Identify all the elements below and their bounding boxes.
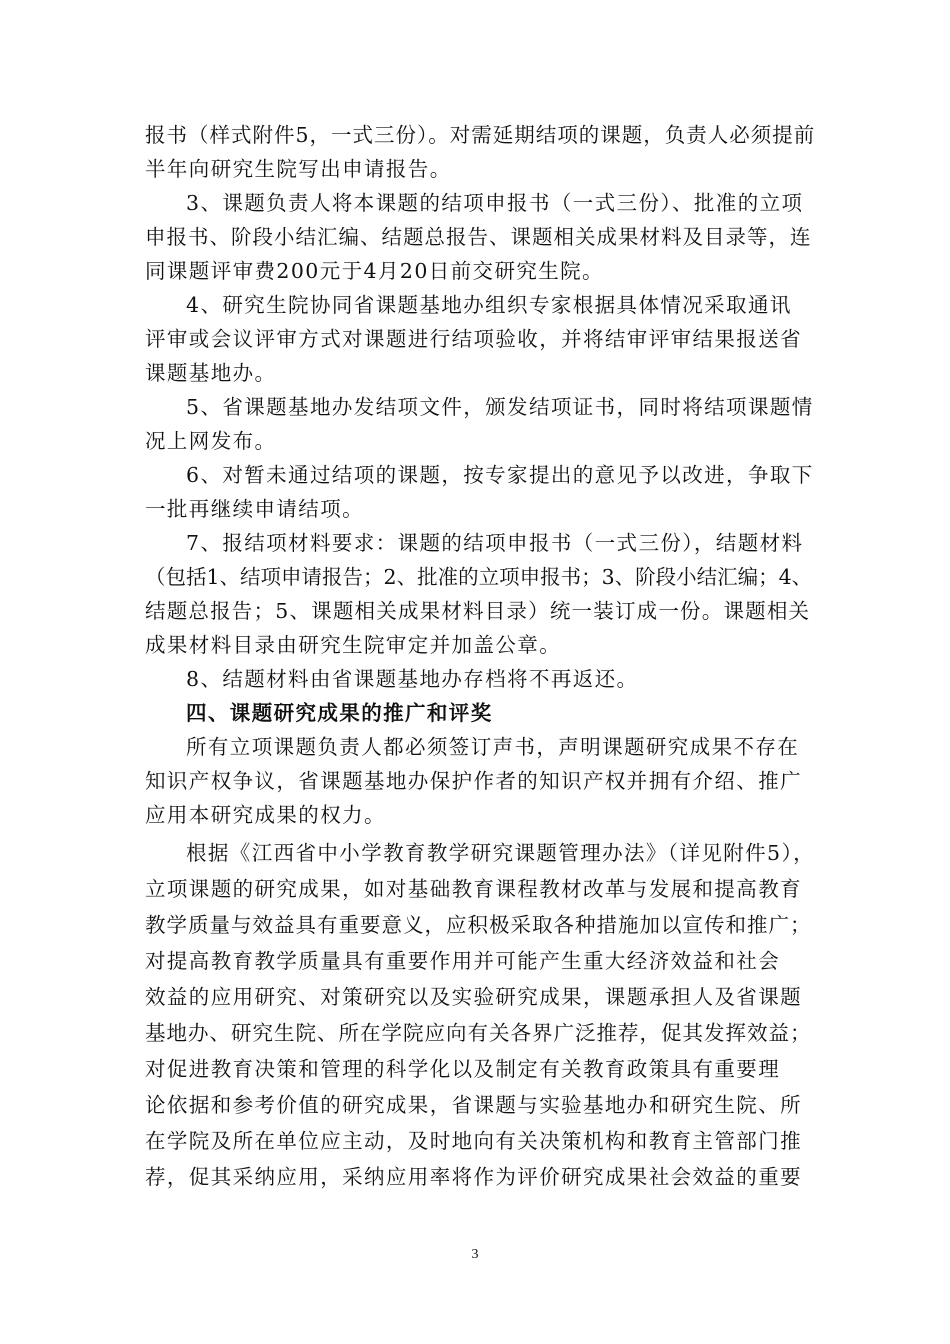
text-line: 效益的应用研究、对策研究以及实验研究成果，课题承担人及省课题 xyxy=(145,985,802,1009)
text-line: 评审或会议评审方式对课题进行结项验收，并将结审评审结果报送省 xyxy=(145,327,802,351)
text-line: 况上网发布。 xyxy=(145,429,277,453)
text-line: 知识产权争议，省课题基地办保护作者的知识产权并拥有介绍、推广 xyxy=(145,769,802,793)
text-line: 5、省课题基地办发结项文件，颁发结项证书，同时将结项课题情 xyxy=(186,395,814,419)
text-line: 申报书、阶段小结汇编、结题总报告、课题相关成果材料及目录等，连 xyxy=(145,225,812,249)
text-line: 同课题评审费200元于4月20日前交研究生院。 xyxy=(145,259,604,283)
text-line: 成果材料目录由研究生院审定并加盖公章。 xyxy=(145,633,562,657)
text-line: 根据《江西省中小学教育教学研究课题管理办法》（详见附件5）， xyxy=(186,841,816,865)
text-line: 教学质量与效益具有重要意义，应积极采取各种措施加以宣传和推广； xyxy=(145,913,812,937)
text-line: 报书（样式附件5，一式三份）。对需延期结项的课题，负责人必须提前 xyxy=(145,123,816,147)
text-line: 应用本研究成果的权力。 xyxy=(145,803,386,827)
text-line: 6、对暂未通过结项的课题，按专家提出的意见予以改进，争取下 xyxy=(186,463,814,487)
text-line: 7、报结项材料要求：课题的结项申报书（一式三份），结题材料 xyxy=(186,531,804,555)
text-line: 8、结题材料由省课题基地办存档将不再返还。 xyxy=(186,667,639,691)
text-line: 对促进教育决策和管理的科学化以及制定有关教育政策具有重要理 xyxy=(145,1057,781,1081)
text-line: 课题基地办。 xyxy=(145,361,277,385)
text-line: 半年向研究生院写出申请报告。 xyxy=(145,157,452,181)
text-line: 3、课题负责人将本课题的结项申报书（一式三份）、批准的立项 xyxy=(186,191,804,215)
text-line: 结题总报告；5、课题相关成果材料目录）统一装订成一份。课题相关 xyxy=(145,599,811,623)
text-line: 荐，促其采纳应用，采纳应用率将作为评价研究成果社会效益的重要 xyxy=(145,1165,802,1189)
text-line: 在学院及所在单位应主动，及时地向有关决策机构和教育主管部门推 xyxy=(145,1129,802,1153)
text-line: 基地办、研究生院、所在学院应向有关各界广泛推荐，促其发挥效益； xyxy=(145,1021,812,1045)
text-line: 4、研究生院协同省课题基地办组织专家根据具体情况采取通讯 xyxy=(186,293,792,317)
text-line: 一批再继续申请结项。 xyxy=(145,497,364,521)
text-line: 论依据和参考价值的研究成果，省课题与实验基地办和研究生院、所 xyxy=(145,1093,802,1117)
text-line: 对提高教育教学质量具有重要作用并可能产生重大经济效益和社会 xyxy=(145,949,781,973)
text-line: 立项课题的研究成果，如对基础教育课程教材改革与发展和提高教育 xyxy=(145,877,802,901)
page-number: 3 xyxy=(471,1247,479,1262)
text-line: （包括1、结项申请报告；2、批准的立项申报书；3、阶段小结汇编；4、 xyxy=(145,565,813,589)
text-line: 所有立项课题负责人都必须签订声书，声明课题研究成果不存在 xyxy=(186,735,800,759)
section-heading: 四、课题研究成果的推广和评奖 xyxy=(186,701,493,725)
